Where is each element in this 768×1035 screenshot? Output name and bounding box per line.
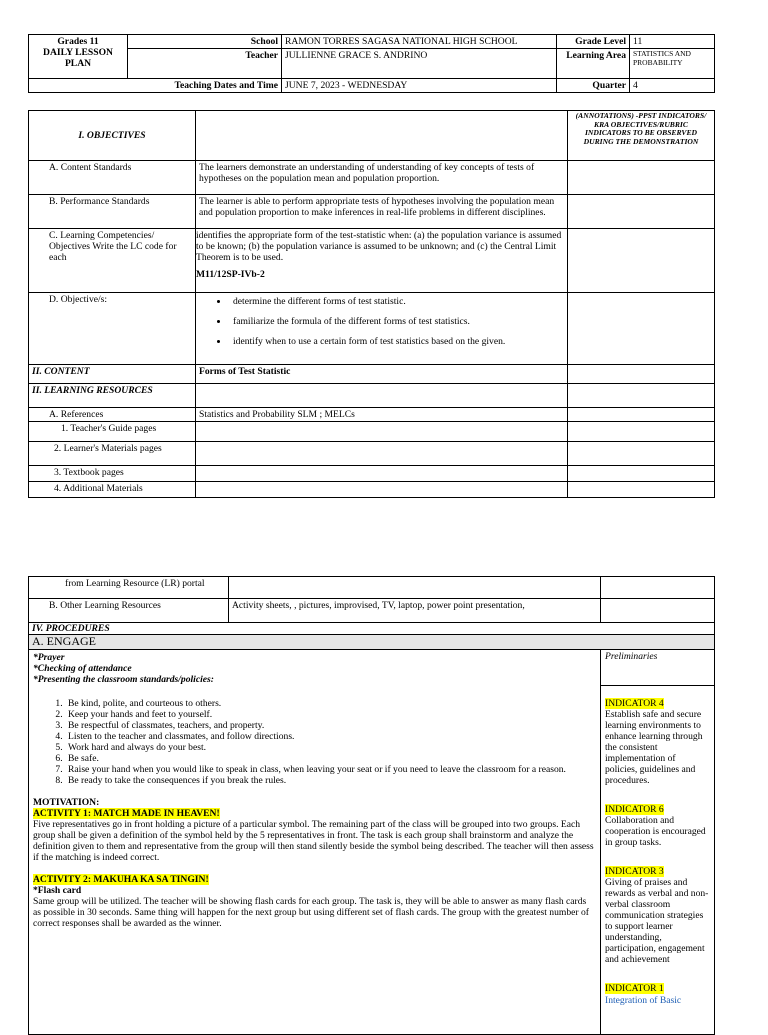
objectives-list	[199, 296, 564, 347]
rule-item: 8. Be ready to take the consequences if you break the rules.	[65, 775, 596, 786]
annotation-cell	[568, 384, 715, 408]
annotation-cell	[568, 408, 715, 422]
procedures-table	[28, 576, 715, 1035]
prayer: *Prayer	[33, 651, 65, 663]
annotation-cell	[568, 365, 715, 384]
lm-pages-label: 2. Learner's Materials pages	[29, 442, 196, 466]
activity1-text: Five representatives go in front holding a picture of a particular symbol. The remaining part of the class will be grouped into two groups. Each group shall be given a definition of the symbol held by the 5 representatives in front. The task is each group shall brainstorm and analyze the definition given to them and representative from the group will then stand silently beside the symbol being described. The teacher will then assess if the matching is indeed correct.	[33, 819, 594, 864]
objectives-blank	[196, 111, 568, 161]
performance-standards-label: B. Performance Standards	[29, 195, 196, 229]
indicator-4	[601, 686, 714, 786]
annotation-cell	[568, 422, 715, 442]
performance-standards-text: The learner is able to perform appropriate tests of hypotheses involving the population mean and population proportion to make inferences in real-life problems in different disciplines.	[196, 195, 568, 229]
quarter-value: 4	[630, 79, 715, 93]
lr-portal-value	[229, 577, 601, 599]
teacher-value: JULLIENNE GRACE S. ANDRINO	[282, 49, 557, 79]
lc-cell	[196, 229, 568, 293]
standards-heading: *Presenting the classroom standards/policies:	[33, 673, 214, 685]
content-value: Forms of Test Statistic	[196, 365, 568, 384]
indicator-3	[601, 848, 714, 965]
textbook-pages-value	[196, 466, 568, 482]
other-resources-label: B. Other Learning Resources	[29, 599, 229, 623]
objective-item: • identify when to use a certain form of test statistics based on the given.	[229, 336, 564, 347]
indicator-1	[601, 965, 714, 1005]
annotation-cell	[568, 195, 715, 229]
textbook-pages-label: 3. Textbook pages	[29, 466, 196, 482]
grades-label	[29, 35, 128, 79]
content-standards-text: The learners demonstrate an understanding of understanding of key concepts of tests of hypotheses on the population mean and population proportion.	[196, 161, 568, 195]
lm-pages-value	[196, 442, 568, 466]
references-value: Statistics and Probability SLM ; MELCs	[196, 408, 568, 422]
indicator-3-text: Giving of praises and rewards as verbal and non-verbal classroom communication strategies to support learner understanding, participation, engagement and achievement	[605, 877, 709, 966]
additional-materials-value	[196, 482, 568, 498]
rule-item: 7. Raise your hand when you would like to speak in class, when leaving your seat or if you need to leave the classroom for a reason.	[65, 764, 596, 775]
indicator-1-title: INDICATOR 1	[605, 983, 664, 995]
learning-area-label: Learning Area	[557, 49, 630, 79]
procedures-label: IV. PROCEDURES	[29, 623, 715, 635]
learning-area-value: STATISTICS AND PROBABILITY	[630, 49, 715, 79]
dates-label: Teaching Dates and Time	[29, 79, 282, 93]
rule-item: 4. Listen to the teacher and classmates, and follow directions.	[65, 731, 596, 742]
annotation-cell	[568, 466, 715, 482]
indicator-6	[601, 786, 714, 848]
activity1-title	[33, 808, 596, 819]
objectives-list-cell	[196, 293, 568, 365]
annotation-cell	[601, 599, 715, 623]
annotation-cell	[568, 482, 715, 498]
teacher-label: Teacher	[128, 49, 282, 79]
attendance: *Checking of attendance	[33, 662, 132, 674]
annotations-heading: (ANNOTATIONS) -PPST INDICATORS/ KRA OBJECTIVES/RUBRIC INDICATORS TO BE OBSERVED DURING THE DEMONSTRATION	[568, 111, 715, 161]
rule-item: 2. Keep your hands and feet to yourself.	[65, 709, 596, 720]
indicator-4-text: Establish safe and secure learning environments to enhance learning through the consistent implementation of policies, guidelines and procedures.	[605, 708, 703, 787]
indicator-3-title: INDICATOR 3	[605, 866, 664, 878]
indicator-1-text: Integration of Basic	[605, 994, 682, 1006]
rule-item: 6. Be safe.	[65, 753, 596, 764]
objective-item: • determine the different forms of test statistic.	[229, 296, 564, 307]
indicator-6-text: Collaboration and cooperation is encouraged in group tasks.	[605, 815, 706, 849]
grade-level-label: Grade Level	[557, 35, 630, 49]
objective-item: • familiarize the formula of the different forms of test statistics.	[229, 316, 564, 327]
references-label: A. References	[29, 408, 196, 422]
tg-pages-label: 1. Teacher's Guide pages	[29, 422, 196, 442]
indicator-4-title: INDICATOR 4	[605, 697, 664, 709]
activity1-title-text: ACTIVITY 1: MATCH MADE IN HEAVEN!	[33, 808, 220, 820]
resources-label: II. LEARNING RESOURCES	[29, 384, 196, 408]
school-value: RAMON TORRES SAGASA NATIONAL HIGH SCHOOL	[282, 35, 557, 49]
annotations-column	[601, 649, 715, 1034]
lc-label: C. Learning Competencies/ Objectives Write the LC code for each	[29, 229, 196, 293]
preliminaries-cell: Preliminaries	[601, 650, 714, 686]
flash-card-label: *Flash card	[33, 885, 82, 897]
content-standards-label: A. Content Standards	[29, 161, 196, 195]
indicator-6-title: INDICATOR 6	[605, 804, 664, 816]
activity2-title-text: ACTIVITY 2: MAKUHA KA SA TINGIN!	[33, 874, 209, 886]
annotation-cell	[568, 161, 715, 195]
header-table	[28, 34, 715, 93]
resources-blank	[196, 384, 568, 408]
annotation-cell	[601, 577, 715, 599]
activity2-title	[33, 874, 596, 885]
objectives-table	[28, 110, 715, 498]
annotation-cell	[568, 442, 715, 466]
motivation-heading: MOTIVATION:	[33, 797, 100, 809]
additional-materials-label: 4. Additional Materials	[29, 482, 196, 498]
quarter-label: Quarter	[557, 79, 630, 93]
objectives-label: D. Objective/s:	[29, 293, 196, 365]
rule-item: 5. Work hard and always do your best.	[65, 742, 596, 753]
dates-value: JUNE 7, 2023 - WEDNESDAY	[282, 79, 557, 93]
objectives-heading: I. OBJECTIVES	[29, 111, 196, 161]
engage-body	[29, 649, 601, 1034]
rule-item: 3. Be respectful of classmates, teachers, and property.	[65, 720, 596, 731]
other-resources-value: Activity sheets, , pictures, improvised, TV, laptop, power point presentation,	[229, 599, 601, 623]
lc-code: M11/12SP-IVb-2	[196, 269, 265, 281]
tg-pages-value	[196, 422, 568, 442]
grades-text: Grades 11	[57, 36, 99, 47]
annotation-cell	[568, 229, 715, 293]
content-label: II. CONTENT	[29, 365, 196, 384]
lc-text: identifies the appropriate form of the test-statistic when: (a) the population variance is assumed to be known; (b) the population variance is assumed to be unknown; and (c) the Central Limit Theorem is to be used.	[196, 230, 562, 264]
dlp-title: DAILY LESSON PLAN	[43, 47, 113, 70]
activity2-text: Same group will be utilized. The teacher will be showing flash cards for each group. The task is, they will be able to answer as many flash cards as possible in 30 seconds. Same thing will happen for the next group but using different set of flash cards. The group with the greatest number of correct responses shall be awarded as the winner.	[33, 896, 589, 930]
rule-item: 1. Be kind, polite, and courteous to others.	[65, 698, 596, 709]
grade-level-value: 11	[630, 35, 715, 49]
engage-heading: A. ENGAGE	[29, 635, 715, 650]
rules-list	[33, 698, 596, 786]
annotation-cell	[568, 293, 715, 365]
lr-portal-label: from Learning Resource (LR) portal	[29, 577, 229, 599]
school-label: School	[128, 35, 282, 49]
